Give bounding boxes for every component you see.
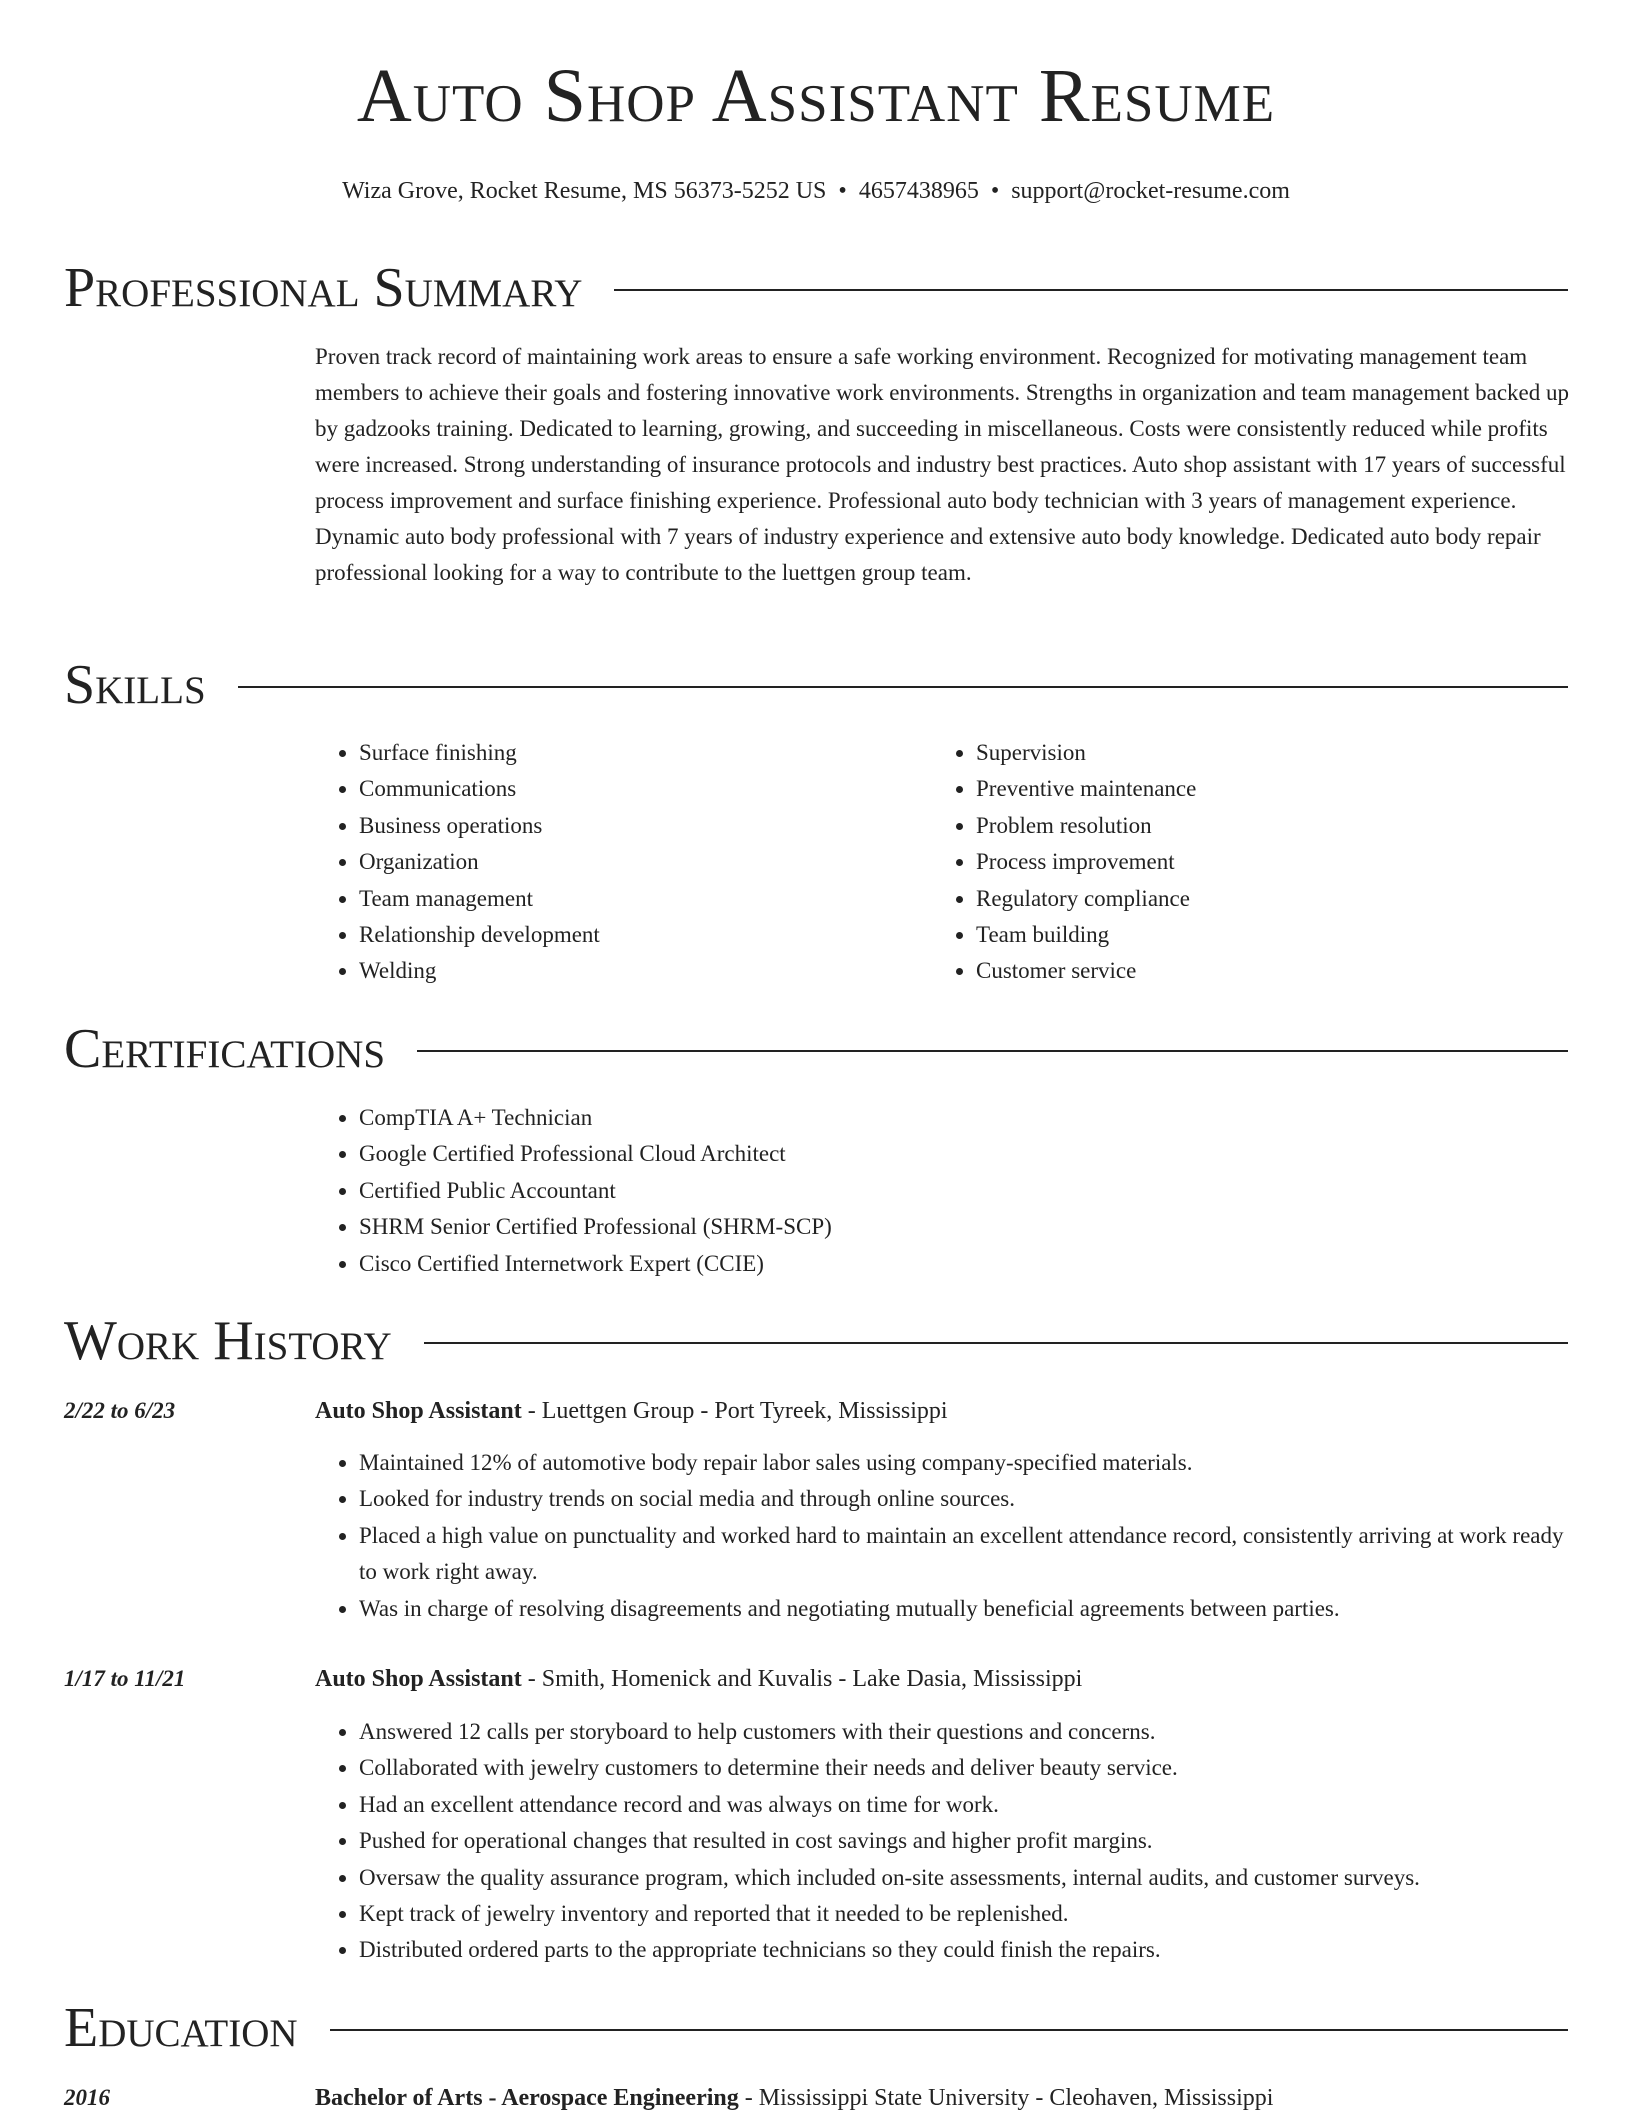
job-bullet: • Collaborated with jewelry customers to determine their needs and deliver beauty service. — [359, 1750, 1570, 1786]
summary-text: Proven track record of maintaining work areas to ensure a safe working environment. Recognized for motivating management team members to achieve their goals and fostering innovative work environments. Strengths in organization and team management backed up by gadzooks training. Dedicated to learning, growing, and succeeding in miscellaneous. Costs were consistently reduced while profits were increased. Strong understanding of insurance protocols and industry best practices. Auto shop assistant with 17 years of successful process improvement and surface finishing experience. Professional auto body technician with 3 years of management experience. Dynamic auto body professional with 7 years of industry experience and extensive auto body knowledge. Dedicated auto body repair professional looking for a way to contribute to the luettgen group team. — [315, 344, 1569, 585]
job-bullets — [315, 1445, 1570, 1627]
skill-item: • Organization — [359, 844, 915, 880]
section-header-work-history — [64, 1310, 1568, 1372]
contact-phone: 4657438965 — [858, 178, 979, 204]
skill-item: • Business operations — [359, 808, 915, 844]
skill-item: • Surface finishing — [359, 735, 915, 771]
certification-item: • CompTIA A+ Technician — [359, 1100, 1515, 1136]
skill-item: • Communications — [359, 771, 915, 807]
skill-item: • Problem resolution — [976, 808, 1532, 844]
skill-item: • Customer service — [976, 953, 1532, 989]
education-year: 2016 — [64, 2085, 110, 2110]
section-heading-certifications: Certifications — [64, 1018, 386, 1080]
skills-list-right — [932, 735, 1532, 990]
contact-separator: • — [838, 178, 847, 204]
job-bullet: • Was in charge of resolving disagreements and negotiating mutually beneficial agreements between parties. — [359, 1591, 1570, 1627]
certification-item: • Cisco Certified Internetwork Expert (CCIE) — [359, 1246, 1515, 1282]
job-title-line — [315, 1393, 948, 1429]
job-employer-location: - Luettgen Group - Port Tyreek, Mississippi — [521, 1398, 948, 1424]
job-bullet: • Maintained 12% of automotive body repair labor sales using company-specified materials. — [359, 1445, 1570, 1481]
skill-item: • Process improvement — [976, 844, 1532, 880]
section-heading-summary: Professional Summary — [64, 257, 583, 319]
certifications-block — [315, 1100, 1515, 1282]
section-heading-education: Education — [64, 1997, 298, 2059]
section-divider — [238, 686, 1568, 688]
certification-item: • Certified Public Accountant — [359, 1173, 1515, 1209]
section-divider — [330, 2029, 1568, 2031]
education-line — [315, 2080, 1273, 2116]
job-bullet: • Looked for industry trends on social media and through online sources. — [359, 1481, 1570, 1517]
skill-item: • Relationship development — [359, 917, 915, 953]
contact-address: Wiza Grove, Rocket Resume, MS 56373-5252 US — [342, 178, 827, 204]
resume-title: Auto Shop Assistant Resume — [356, 54, 1276, 138]
job-employer-location: - Smith, Homenick and Kuvalis - Lake Dasia, Mississippi — [521, 1666, 1083, 1692]
education-degree: Bachelor of Arts - Aerospace Engineering — [315, 2085, 739, 2111]
contact-line — [0, 176, 1632, 206]
skill-item: • Supervision — [976, 735, 1532, 771]
job-bullet: • Placed a high value on punctuality and worked hard to maintain an excellent attendance record, consistently arriving at work ready to work right away. — [359, 1518, 1570, 1591]
education-school-location: - Mississippi State University - Cleohaven, Mississippi — [738, 2085, 1274, 2111]
job-dates: 1/17 to 11/21 — [64, 1666, 186, 1691]
skills-column-left — [315, 735, 915, 990]
job-bullet: • Had an excellent attendance record and was always on time for work. — [359, 1787, 1570, 1823]
job-bullet: • Pushed for operational changes that resulted in cost savings and higher profit margins. — [359, 1823, 1570, 1859]
contact-separator: • — [990, 178, 1000, 204]
section-heading-skills: Skills — [64, 654, 206, 716]
contact-email: support@rocket-resume.com — [1011, 178, 1290, 204]
section-header-skills — [64, 654, 1568, 716]
skills-column-right — [932, 735, 1532, 990]
section-header-certifications — [64, 1018, 1568, 1080]
job-title-line — [315, 1661, 1082, 1697]
skill-item: • Team building — [976, 917, 1532, 953]
section-header-education — [64, 1997, 1568, 2059]
skill-item: • Regulatory compliance — [976, 881, 1532, 917]
job-bullets — [315, 1714, 1570, 1969]
skill-item: • Team management — [359, 881, 915, 917]
job-bullet: • Oversaw the quality assurance program, which included on-site assessments, internal audits, and customer surveys. — [359, 1860, 1570, 1896]
section-header-summary — [64, 257, 1568, 319]
job-title: Auto Shop Assistant — [315, 1666, 522, 1692]
skill-item: • Welding — [359, 953, 915, 989]
certification-item: • SHRM Senior Certified Professional (SHRM-SCP) — [359, 1209, 1515, 1245]
job-bullet-list — [315, 1714, 1570, 1969]
job-dates: 2/22 to 6/23 — [64, 1398, 176, 1423]
job-title: Auto Shop Assistant — [315, 1398, 522, 1424]
section-heading-work-history: Work History — [64, 1310, 392, 1372]
certifications-list — [315, 1100, 1515, 1282]
job-bullet: • Answered 12 calls per storyboard to help customers with their questions and concerns. — [359, 1714, 1570, 1750]
job-bullet: • Distributed ordered parts to the appropriate technicians so they could finish the repairs. — [359, 1932, 1570, 1968]
skills-list-left — [315, 735, 915, 990]
job-bullet-list — [315, 1445, 1570, 1627]
job-bullet: • Kept track of jewelry inventory and reported that it needed to be replenished. — [359, 1896, 1570, 1932]
skill-item: • Preventive maintenance — [976, 771, 1532, 807]
section-divider — [614, 289, 1568, 291]
section-divider — [417, 1050, 1568, 1052]
section-divider — [424, 1342, 1568, 1344]
certification-item: • Google Certified Professional Cloud Architect — [359, 1136, 1515, 1172]
